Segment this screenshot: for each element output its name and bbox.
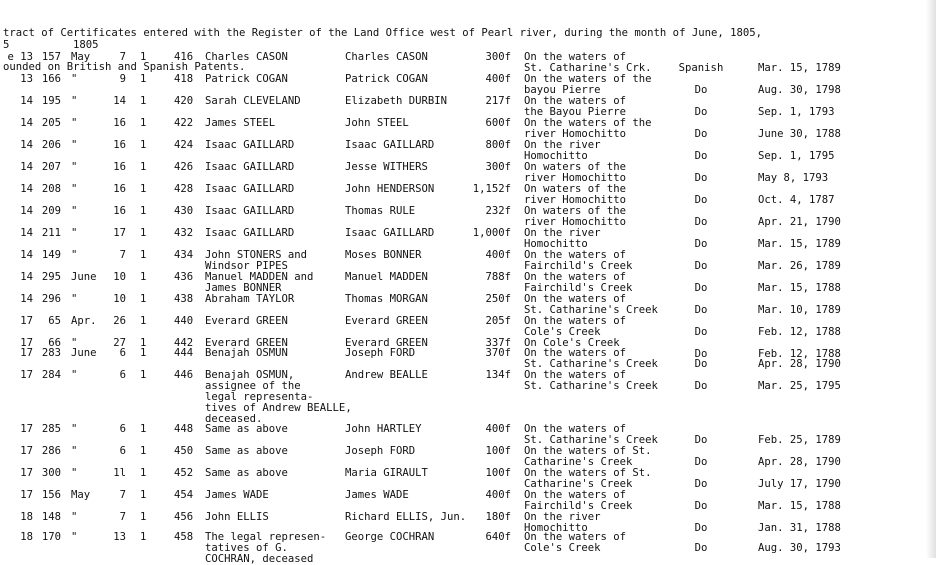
- cell-a: 17: [20, 337, 33, 349]
- cell-qty: 337f: [485, 337, 511, 349]
- cell-grantee: Charles CASON: [345, 51, 428, 63]
- cell-claimant: Sarah CLEVELAND: [205, 95, 301, 107]
- cell-vol: 1: [140, 73, 147, 85]
- cell-num: 454: [174, 489, 194, 501]
- cell-day: 17: [113, 227, 126, 239]
- cell-month: ": [71, 117, 78, 129]
- cell-a: 14: [20, 227, 33, 239]
- cell-day: 6: [119, 423, 126, 435]
- cell-num: 448: [174, 423, 194, 435]
- cell-a: 13: [20, 73, 33, 85]
- cell-a: 14: [20, 205, 33, 217]
- cell-patent: Do: [694, 106, 708, 118]
- cell-a: 17: [20, 347, 33, 359]
- cell-patent: Do: [694, 358, 708, 370]
- cell-patent: Do: [694, 304, 708, 316]
- cell-month: ": [71, 467, 78, 479]
- cell-claimant: Manuel MADDEN and James BONNER: [205, 271, 314, 294]
- cell-num: 422: [174, 117, 194, 129]
- cell-date: Jan. 31, 1788: [758, 522, 841, 534]
- table-row: [0, 228, 936, 250]
- table-row: [0, 250, 936, 272]
- cell-vol: 1: [140, 369, 147, 381]
- cell-patent: Do: [694, 238, 708, 250]
- cell-date: Mar. 26, 1789: [758, 260, 841, 272]
- cell-a: 18: [20, 511, 33, 523]
- cell-qty: 205f: [485, 315, 511, 327]
- table-row: [0, 424, 936, 446]
- cell-num: 434: [174, 249, 194, 261]
- table-row: [0, 369, 936, 425]
- cell-desc: On the river Homochitto: [524, 227, 601, 250]
- scan-edge-shadow: [926, 0, 936, 558]
- cell-qty: 232f: [485, 205, 511, 217]
- header-line-2: ounded on British and Spanish Patents.: [3, 61, 246, 73]
- cell-month: May: [71, 489, 91, 501]
- cell-vol: 1: [140, 315, 147, 327]
- cell-b: 208: [41, 183, 61, 195]
- cell-b: 295: [41, 271, 61, 283]
- cell-day: 7: [119, 249, 126, 261]
- cell-a: e 13: [7, 51, 33, 63]
- cell-month: ": [71, 293, 78, 305]
- cell-qty: 400f: [485, 73, 511, 85]
- cell-a: 14: [20, 161, 33, 173]
- cell-qty: 788f: [485, 271, 511, 283]
- cell-desc: On the river Homochitto: [524, 139, 601, 162]
- table-row: [0, 140, 936, 162]
- cell-grantee: Isaac GAILLARD: [345, 139, 435, 151]
- cell-grantee: John HARTLEY: [345, 423, 422, 435]
- table-row: [0, 184, 936, 206]
- cell-vol: 1: [140, 271, 147, 283]
- cell-a: 14: [20, 271, 33, 283]
- table-row: [0, 446, 936, 468]
- table-row: [0, 490, 936, 512]
- cell-grantee: Joseph FORD: [345, 347, 416, 359]
- cell-date: July 17, 1790: [758, 478, 841, 490]
- cell-date: Feb. 25, 1789: [758, 434, 841, 446]
- cell-b: 65: [48, 315, 61, 327]
- table-row: [0, 162, 936, 184]
- cell-day: 14: [113, 95, 126, 107]
- cell-date: Mar. 15, 1789: [758, 238, 841, 250]
- cell-patent: Spanish: [678, 62, 724, 74]
- cell-b: 66: [48, 337, 61, 349]
- table-row: [0, 348, 936, 370]
- table-row: [0, 531, 936, 565]
- cell-a: 18: [20, 531, 33, 543]
- cell-num: 446: [174, 369, 194, 381]
- cell-qty: 640f: [485, 531, 511, 543]
- cell-vol: 1: [140, 117, 147, 129]
- cell-b: 149: [41, 249, 61, 261]
- cell-qty: 217f: [485, 95, 511, 107]
- cell-grantee: Elizabeth DURBIN: [345, 95, 448, 107]
- cell-day: 6: [119, 347, 126, 359]
- cell-num: 416: [174, 51, 194, 63]
- cell-claimant: Everard GREEN: [205, 337, 288, 349]
- cell-a: 14: [20, 249, 33, 261]
- cell-grantee: Thomas RULE: [345, 205, 416, 217]
- cell-date: Mar. 15, 1788: [758, 500, 841, 512]
- cell-patent: Do: [694, 522, 708, 534]
- cell-claimant: Isaac GAILLARD: [205, 161, 295, 173]
- cell-vol: 1: [140, 347, 147, 359]
- cell-grantee: Andrew BEALLE: [345, 369, 428, 381]
- cell-day: 6: [119, 369, 126, 381]
- cell-day: 1l: [113, 467, 126, 479]
- cell-day: 16: [113, 117, 126, 129]
- cell-qty: 600f: [485, 117, 511, 129]
- cell-claimant: Same as above: [205, 445, 288, 457]
- header-line-1: tract of Certificates entered with the Register of the Land Office west of Pearl river, during the month of June, 1805,: [3, 27, 762, 39]
- cell-a: 14: [20, 139, 33, 151]
- cell-num: 430: [174, 205, 194, 217]
- cell-month: ": [71, 139, 78, 151]
- table-row: [0, 52, 936, 74]
- cell-vol: 1: [140, 489, 147, 501]
- cell-b: 211: [41, 227, 61, 239]
- cell-month: ": [71, 445, 78, 457]
- cell-vol: 1: [140, 161, 147, 173]
- cell-month: May: [71, 51, 91, 63]
- cell-month: ": [71, 161, 78, 173]
- cell-date: Apr. 21, 1790: [758, 216, 841, 228]
- cell-num: 424: [174, 139, 194, 151]
- cell-desc: On the waters of St. Catharine's Creek: [524, 423, 658, 446]
- cell-qty: 1,152f: [472, 183, 511, 195]
- cell-claimant: John STONERS and Windsor PIPES: [205, 249, 308, 272]
- cell-grantee: Manuel MADDEN: [345, 271, 428, 283]
- cell-grantee: Moses BONNER: [345, 249, 422, 261]
- cell-desc: On the waters of the river Homochitto: [524, 117, 652, 140]
- cell-qty: 1,000f: [472, 227, 511, 239]
- cell-date: Aug. 30, 1798: [758, 84, 841, 96]
- cell-claimant: Everard GREEN: [205, 315, 288, 327]
- cell-claimant: Isaac GAILLARD: [205, 139, 295, 151]
- cell-num: 418: [174, 73, 194, 85]
- cell-month: ": [71, 205, 78, 217]
- cell-num: 436: [174, 271, 194, 283]
- cell-month: ": [71, 531, 78, 543]
- cell-vol: 1: [140, 95, 147, 107]
- cell-date: Sep. 1, 1795: [758, 150, 835, 162]
- cell-claimant: Isaac GAILLARD: [205, 227, 295, 239]
- cell-vol: 1: [140, 205, 147, 217]
- cell-desc: On the waters of Fairchild's Creek: [524, 489, 633, 512]
- cell-qty: 800f: [485, 139, 511, 151]
- cell-patent: Do: [694, 478, 708, 490]
- cell-day: 7: [119, 51, 126, 63]
- cell-date: Mar. 15, 1788: [758, 282, 841, 294]
- cell-b: 156: [41, 489, 61, 501]
- cell-num: 438: [174, 293, 194, 305]
- cell-vol: 1: [140, 139, 147, 151]
- cell-patent: Do: [694, 172, 708, 184]
- cell-a: 17: [20, 467, 33, 479]
- cell-grantee: Jesse WITHERS: [345, 161, 428, 173]
- cell-patent: Do: [694, 348, 708, 360]
- cell-claimant: Same as above: [205, 423, 288, 435]
- cell-grantee: Everard GREEN: [345, 315, 428, 327]
- cell-date: Apr. 28, 1790: [758, 358, 841, 370]
- cell-b: 166: [41, 73, 61, 85]
- cell-desc: On the river Homochitto: [524, 511, 601, 534]
- cell-date: Oct. 4, 1787: [758, 194, 835, 206]
- cell-day: 10: [113, 271, 126, 283]
- cell-desc: On waters of the river Homochitto: [524, 161, 627, 184]
- cell-grantee: George COCHRAN: [345, 531, 435, 543]
- cell-patent: Do: [694, 194, 708, 206]
- cell-patent: Do: [694, 380, 708, 392]
- cell-claimant: John ELLIS: [205, 511, 269, 523]
- cell-num: 440: [174, 315, 194, 327]
- cell-b: 205: [41, 117, 61, 129]
- table-row: [0, 468, 936, 490]
- cell-qty: 400f: [485, 489, 511, 501]
- cell-grantee: Maria GIRAULT: [345, 467, 428, 479]
- cell-num: 432: [174, 227, 194, 239]
- cell-day: 13: [113, 531, 126, 543]
- cell-vol: 1: [140, 531, 147, 543]
- cell-qty: 180f: [485, 511, 511, 523]
- cell-vol: 1: [140, 293, 147, 305]
- cell-patent: Do: [694, 128, 708, 140]
- cell-month: ": [71, 423, 78, 435]
- cell-grantee: Joseph FORD: [345, 445, 416, 457]
- cell-grantee: James WADE: [345, 489, 409, 501]
- cell-a: 14: [20, 95, 33, 107]
- cell-day: 10: [113, 293, 126, 305]
- cell-day: 16: [113, 205, 126, 217]
- cell-qty: 300f: [485, 51, 511, 63]
- cell-patent: Do: [694, 542, 708, 554]
- cell-claimant: Abraham TAYLOR: [205, 293, 295, 305]
- cell-b: 300: [41, 467, 61, 479]
- cell-claimant: Isaac GAILLARD: [205, 183, 295, 195]
- cell-desc: On the waters of Cole's Creek: [524, 315, 627, 338]
- cell-desc: On waters of the river Homochitto: [524, 183, 627, 206]
- cell-patent: Do: [694, 500, 708, 512]
- table-row: [0, 74, 936, 96]
- cell-patent: Do: [694, 260, 708, 272]
- cell-desc: On the waters of St. Catharine's Creek: [524, 347, 658, 370]
- cell-day: 27: [113, 337, 126, 349]
- cell-desc: On Cole's Creek: [524, 337, 620, 349]
- cell-qty: 134f: [485, 369, 511, 381]
- cell-qty: 400f: [485, 249, 511, 261]
- cell-num: 444: [174, 347, 194, 359]
- cell-date: Apr. 28, 1790: [758, 456, 841, 468]
- cell-b: 206: [41, 139, 61, 151]
- cell-desc: On the waters of St. Catharine's Crk.: [524, 51, 652, 74]
- cell-desc: On the waters of the Bayou Pierre: [524, 95, 627, 118]
- cell-day: 16: [113, 161, 126, 173]
- cell-month: ": [71, 249, 78, 261]
- cell-desc: On the waters of St. Catharine's Creek: [524, 293, 658, 316]
- table-row: [0, 294, 936, 316]
- cell-day: 26: [113, 315, 126, 327]
- cell-patent: Do: [694, 282, 708, 294]
- cell-day: 16: [113, 139, 126, 151]
- cell-b: 170: [41, 531, 61, 543]
- cell-day: 16: [113, 183, 126, 195]
- cell-num: 458: [174, 531, 194, 543]
- cell-month: June: [71, 271, 97, 283]
- table-row: [0, 96, 936, 118]
- cell-date: Aug. 30, 1793: [758, 542, 841, 554]
- cell-vol: 1: [140, 227, 147, 239]
- cell-desc: On the waters of St. Catharine's Creek: [524, 369, 658, 392]
- cell-day: 6: [119, 445, 126, 457]
- cell-vol: 1: [140, 423, 147, 435]
- cell-day: 9: [119, 73, 126, 85]
- cell-desc: On waters of the river Homochitto: [524, 205, 627, 228]
- cell-num: 450: [174, 445, 194, 457]
- cell-vol: 1: [140, 249, 147, 261]
- cell-grantee: Isaac GAILLARD: [345, 227, 435, 239]
- cell-day: 7: [119, 511, 126, 523]
- cell-a: 14: [20, 183, 33, 195]
- table-row: [0, 316, 936, 338]
- cell-qty: 100f: [485, 445, 511, 457]
- cell-vol: 1: [140, 51, 147, 63]
- cell-date: Sep. 1, 1793: [758, 106, 835, 118]
- cell-b: 148: [41, 511, 61, 523]
- cell-date: Mar. 15, 1789: [758, 62, 841, 74]
- cell-vol: 1: [140, 337, 147, 349]
- cell-b: 209: [41, 205, 61, 217]
- cell-month: ": [71, 227, 78, 239]
- cell-month: June: [71, 347, 97, 359]
- cell-month: ": [71, 369, 78, 381]
- cell-claimant: Same as above: [205, 467, 288, 479]
- cell-date: Feb. 12, 1788: [758, 326, 841, 338]
- cell-month: Apr.: [71, 315, 97, 327]
- cell-b: 157: [41, 51, 61, 63]
- cell-vol: 1: [140, 511, 147, 523]
- cell-a: 17: [20, 423, 33, 435]
- cell-date: Feb. 12, 1788: [758, 348, 841, 360]
- cell-date: Mar. 25, 1795: [758, 380, 841, 392]
- cell-desc: On the waters of Cole's Creek: [524, 531, 627, 554]
- cell-day: 7: [119, 489, 126, 501]
- cell-month: ": [71, 337, 78, 349]
- cell-month: ": [71, 95, 78, 107]
- cell-qty: 370f: [485, 347, 511, 359]
- cell-a: 14: [20, 293, 33, 305]
- cell-patent: Do: [694, 84, 708, 96]
- cell-desc: On the waters of the bayou Pierre: [524, 73, 652, 96]
- cell-num: 456: [174, 511, 194, 523]
- cell-b: 286: [41, 445, 61, 457]
- cell-grantee: Richard ELLIS, Jun.: [345, 511, 467, 523]
- cell-grantee: Patrick COGAN: [345, 73, 428, 85]
- cell-claimant: Benajah OSMUN, assignee of the legal representa- tives of Andrew BEALLE, deceased.: [205, 369, 352, 425]
- cell-a: 17: [20, 315, 33, 327]
- table-row: [0, 118, 936, 140]
- cell-vol: 1: [140, 183, 147, 195]
- cell-patent: Do: [694, 216, 708, 228]
- cell-claimant: Charles CASON: [205, 51, 288, 63]
- cell-b: 195: [41, 95, 61, 107]
- cell-desc: On the waters of St. Catharine's Creek: [524, 445, 652, 468]
- column-header-year-a: 5: [3, 39, 10, 51]
- cell-desc: On the waters of Fairchild's Creek: [524, 271, 633, 294]
- cell-b: 285: [41, 423, 61, 435]
- cell-claimant: James STEEL: [205, 117, 276, 129]
- cell-num: 420: [174, 95, 194, 107]
- cell-vol: 1: [140, 445, 147, 457]
- cell-month: ": [71, 73, 78, 85]
- cell-patent: Do: [694, 150, 708, 162]
- cell-date: Mar. 10, 1789: [758, 304, 841, 316]
- cell-grantee: John STEEL: [345, 117, 409, 129]
- cell-a: 17: [20, 369, 33, 381]
- cell-date: June 30, 1788: [758, 128, 841, 140]
- cell-grantee: John HENDERSON: [345, 183, 435, 195]
- cell-claimant: James WADE: [205, 489, 269, 501]
- cell-desc: On the waters of Fairchild's Creek: [524, 249, 633, 272]
- cell-date: May 8, 1793: [758, 172, 829, 184]
- cell-month: ": [71, 511, 78, 523]
- cell-a: 14: [20, 117, 33, 129]
- cell-claimant: Patrick COGAN: [205, 73, 288, 85]
- cell-b: 284: [41, 369, 61, 381]
- cell-qty: 400f: [485, 423, 511, 435]
- cell-patent: Do: [694, 456, 708, 468]
- cell-claimant: Isaac GAILLARD: [205, 205, 295, 217]
- cell-b: 207: [41, 161, 61, 173]
- cell-grantee: Thomas MORGAN: [345, 293, 428, 305]
- cell-vol: 1: [140, 467, 147, 479]
- cell-num: 452: [174, 467, 194, 479]
- column-header-year-b: 1805: [73, 39, 99, 51]
- cell-qty: 100f: [485, 467, 511, 479]
- cell-qty: 300f: [485, 161, 511, 173]
- cell-grantee: Everard GREEN: [345, 337, 428, 349]
- cell-claimant: Benajah OSMUN: [205, 347, 288, 359]
- cell-desc: On the waters of St. Catharine's Creek: [524, 467, 652, 490]
- cell-a: 17: [20, 445, 33, 457]
- cell-claimant: The legal represen- tatives of G. COCHRAN, deceased: [205, 531, 327, 565]
- table-row: [0, 272, 936, 294]
- cell-patent: Do: [694, 434, 708, 446]
- cell-b: 283: [41, 347, 61, 359]
- cell-patent: Do: [694, 326, 708, 338]
- cell-month: ": [71, 183, 78, 195]
- cell-qty: 250f: [485, 293, 511, 305]
- cell-b: 296: [41, 293, 61, 305]
- table-row: [0, 206, 936, 228]
- cell-num: 428: [174, 183, 194, 195]
- cell-a: 17: [20, 489, 33, 501]
- cell-num: 442: [174, 337, 194, 349]
- cell-num: 426: [174, 161, 194, 173]
